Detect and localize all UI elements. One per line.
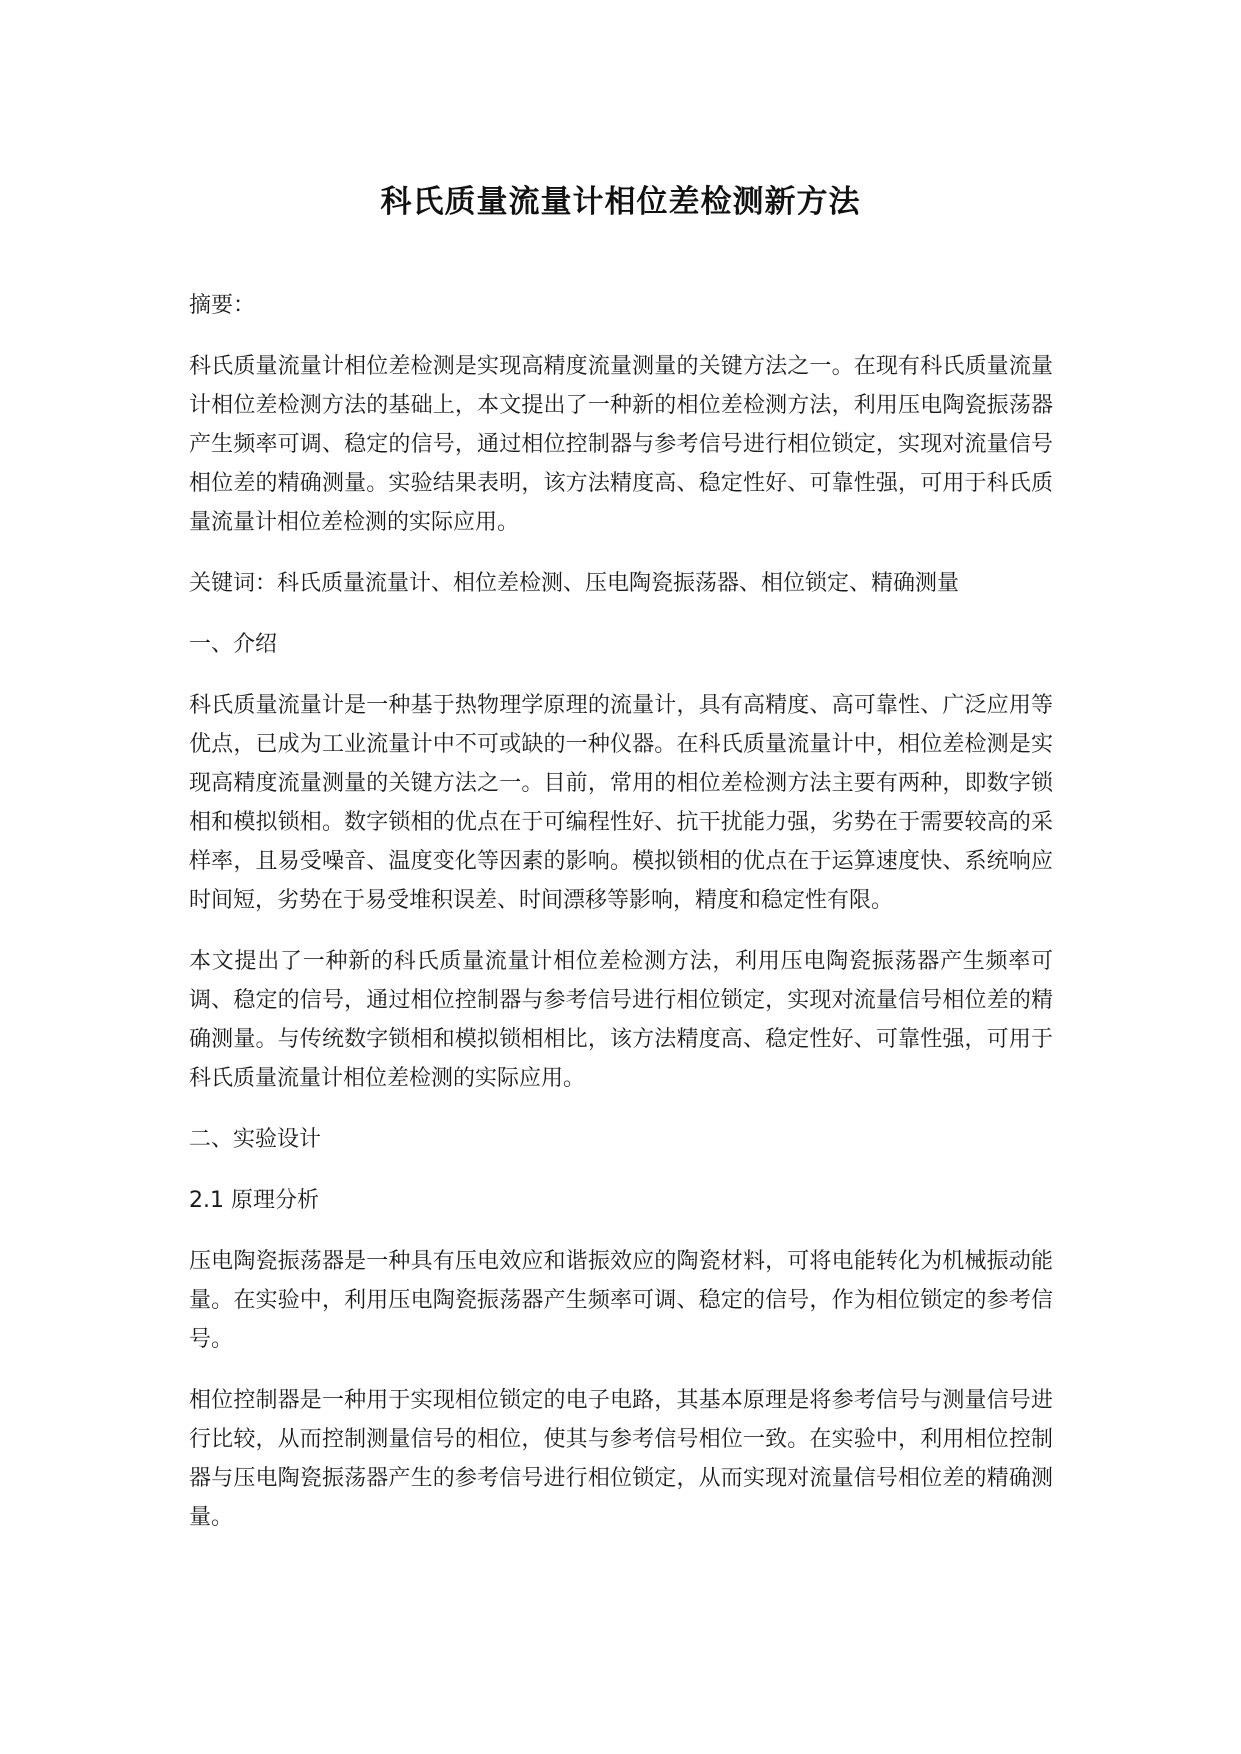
- principle-paragraph-1: 压电陶瓷振荡器是一种具有压电效应和谐振效应的陶瓷材料，可将电能转化为机械振动能量。在实验中，利用压电陶瓷振荡器产生频率可调、稳定的信号，作为相位锁定的参考信号。: [189, 1249, 1053, 1352]
- section-heading-introduction: 一、介绍: [189, 632, 278, 657]
- subsection-heading-principle-analysis: 2.1 原理分析: [189, 1188, 319, 1213]
- principle-paragraph-2: 相位控制器是一种用于实现相位锁定的电子电路，其基本原理是将参考信号与测量信号进行比较，从而控制测量信号的相位，使其与参考信号相位一致。在实验中，利用相位控制器与压电陶瓷振荡器产生的参考信号进行相位锁定，从而实现对流量信号相位差的精确测量。: [189, 1388, 1053, 1530]
- introduction-paragraph-2: 本文提出了一种新的科氏质量流量计相位差检测方法，利用压电陶瓷振荡器产生频率可调、稳定的信号，通过相位控制器与参考信号进行相位锁定，实现对流量信号相位差的精确测量。与传统数字锁相和模拟锁相相比，该方法精度高、稳定性好、可靠性强，可用于科氏质量流量计相位差检测的实际应用。: [189, 949, 1053, 1091]
- document-title: 科氏质量流量计相位差检测新方法: [380, 184, 861, 220]
- introduction-paragraph-1: 科氏质量流量计是一种基于热物理学原理的流量计，具有高精度、高可靠性、广泛应用等优点，已成为工业流量计中不可或缺的一种仪器。在科氏质量流量计中，相位差检测是实现高精度流量测量的关键方法之一。目前，常用的相位差检测方法主要有两种，即数字锁相和模拟锁相。数字锁相的优点在于可编程性好、抗干扰能力强，劣势在于需要较高的采样率，且易受噪音、温度变化等因素的影响。模拟锁相的优点在于运算速度快、系统响应时间短，劣势在于易受堆积误差、时间漂移等影响，精度和稳定性有限。: [189, 693, 1053, 913]
- abstract-paragraph: 科氏质量流量计相位差检测是实现高精度流量测量的关键方法之一。在现有科氏质量流量计相位差检测方法的基础上，本文提出了一种新的相位差检测方法，利用压电陶瓷振荡器产生频率可调、稳定的信号，通过相位控制器与参考信号进行相位锁定，实现对流量信号相位差的精确测量。实验结果表明，该方法精度高、稳定性好、可靠性强，可用于科氏质量流量计相位差检测的实际应用。: [189, 354, 1053, 535]
- abstract-heading: 摘要：: [189, 293, 256, 318]
- keywords-line: 关键词：科氏质量流量计、相位差检测、压电陶瓷振荡器、相位锁定、精确测量: [189, 571, 960, 596]
- section-heading-experiment-design: 二、实验设计: [189, 1127, 322, 1152]
- document-body: [189, 286, 1053, 1559]
